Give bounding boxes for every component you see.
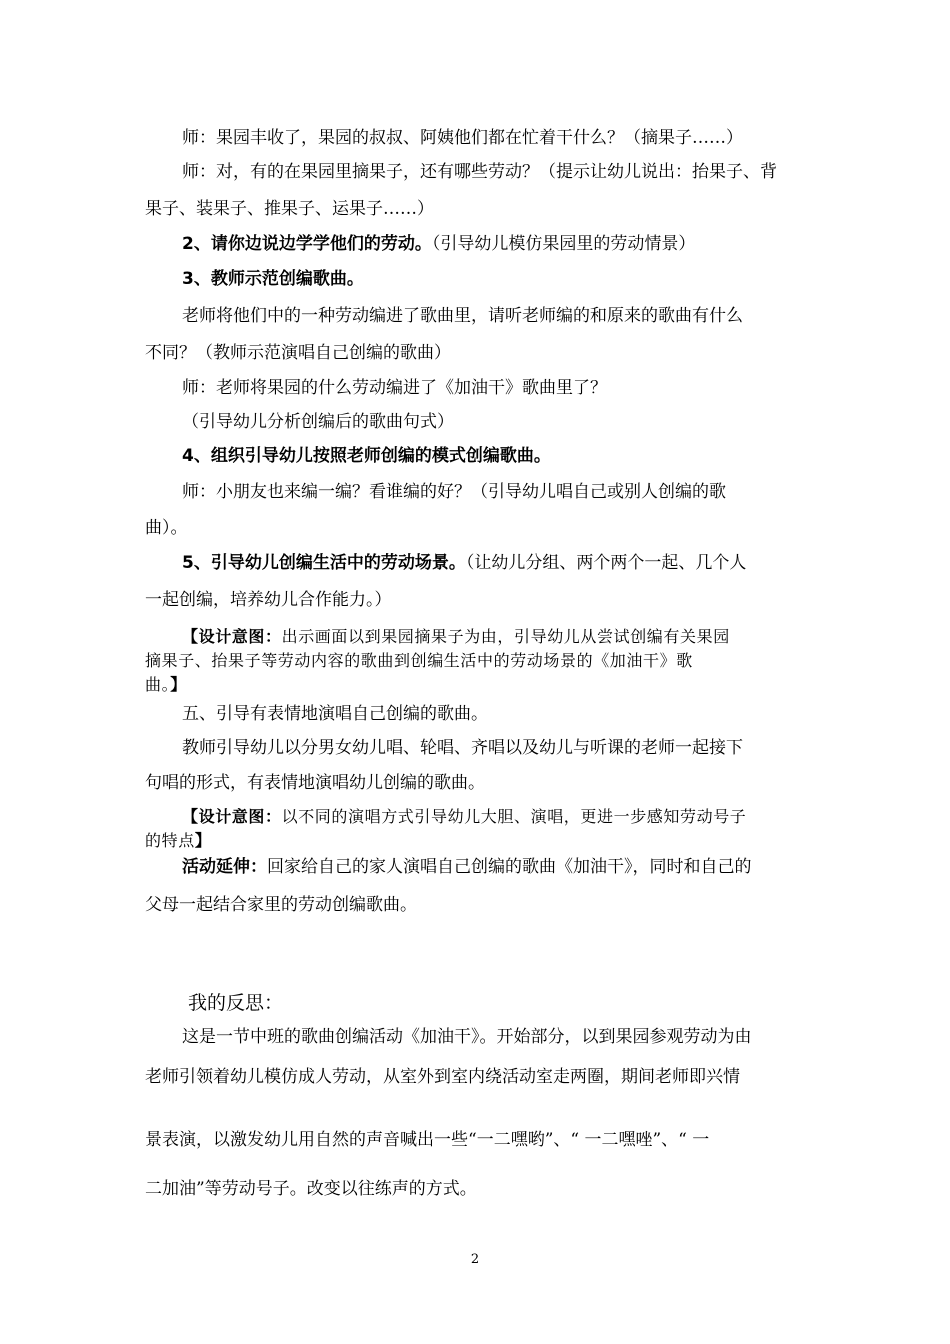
paragraph-line: 师：老师将果园的什么劳动编进了《加油干》歌曲里了？ [182,378,607,398]
extension-text: 回家给自己的家人演唱自己创编的歌曲《加油干》，同时和自己的 [267,857,752,877]
paragraph-line: 父母一起结合家里的劳动创编歌曲。 [145,895,417,915]
paragraph-line: 这是一节中班的歌曲创编活动《加油干》。开始部分，以到果园参观劳动为由 [182,1027,752,1047]
design-intent-close: 】 [194,831,212,850]
paragraph-line [145,831,810,851]
step-5-line [182,553,847,573]
paragraph-line: 师：果园丰收了，果园的叔叔、阿姨他们都在忙着干什么？（摘果子……） [182,128,743,148]
paragraph-line: （引导幼儿分析创编后的歌曲句式） [182,412,454,432]
paragraph-line: 摘果子、抬果子等劳动内容的歌曲到创编生活中的劳动场景的《加油干》歌 [145,651,693,670]
design-intent-line [182,627,847,647]
paragraph-line: 师：对，有的在果园里摘果子，还有哪些劳动？（提示让幼儿说出：抬果子、背 [182,162,777,182]
step-2-heading: 2、请你边说边学学他们的劳动。 [182,234,432,254]
paragraph-line: 曲）。 [145,518,188,538]
paragraph-line [145,675,810,695]
paragraph-line: 句唱的形式，有表情地演唱幼儿创编的歌曲。 [145,773,485,793]
step-4-heading: 4、组织引导幼儿按照老师创编的模式创编歌曲。 [182,446,551,466]
design-intent-label: 【设计意图： [182,807,282,826]
extension-line [182,857,847,877]
paragraph-line: 老师引领着幼儿模仿成人劳动，从室外到室内绕活动室走两圈，期间老师即兴情 [145,1067,740,1087]
design-intent-text: 曲。 [145,675,171,694]
paragraph-line: 一起创编，培养幼儿合作能力。） [145,590,392,610]
paragraph-line: 师：小朋友也来编一编？看谁编的好？（引导幼儿唱自己或别人创编的歌 [182,482,726,502]
paragraph-line: 景表演，以激发幼儿用自然的声音喊出一些“一二嘿哟”、“ 一二嘿唑”、“ 一 [145,1130,710,1150]
step-4-line [182,446,847,466]
step-2-line [182,234,847,254]
paragraph-line: 老师将他们中的一种劳动编进了歌曲里，请听老师编的和原来的歌曲有什么 [182,306,743,326]
reflection-heading: 我的反思： [188,992,284,1014]
step-5-heading: 5、引导幼儿创编生活中的劳动场景。 [182,553,466,573]
step-3-line [182,269,847,289]
paragraph-line: 不同？（教师示范演唱自己创编的歌曲） [145,343,451,363]
step-2-note: （引导幼儿模仿果园里的劳动情景） [431,234,696,254]
section-5-title: 五、引导有表情地演唱自己创编的歌曲。 [182,704,488,724]
page-number: 2 [470,1252,480,1267]
design-intent-line [182,807,847,827]
paragraph-line: 教师引导幼儿以分男女幼儿唱、轮唱、齐唱以及幼儿与听课的老师一起接下 [182,738,743,758]
design-intent-label: 【设计意图： [182,627,282,646]
design-intent-close: 】 [170,675,187,694]
step-5-note: （让幼儿分组、两个两个一起、几个人 [465,553,747,573]
extension-label: 活动延伸： [182,857,267,877]
paragraph-line: 二加油”等劳动号子。改变以往练声的方式。 [145,1179,477,1199]
design-intent-text: 出示画面以到果园摘果子为由，引导幼儿从尝试创编有关果园 [281,627,730,646]
step-3-heading: 3、教师示范创编歌曲。 [182,269,364,289]
paragraph-line: 果子、装果子、推果子、运果子……） [145,199,434,219]
design-intent-text: 的特点 [145,831,195,850]
design-intent-text: 以不同的演唱方式引导幼儿大胆、演唱，更进一步感知劳动号子 [281,807,747,826]
